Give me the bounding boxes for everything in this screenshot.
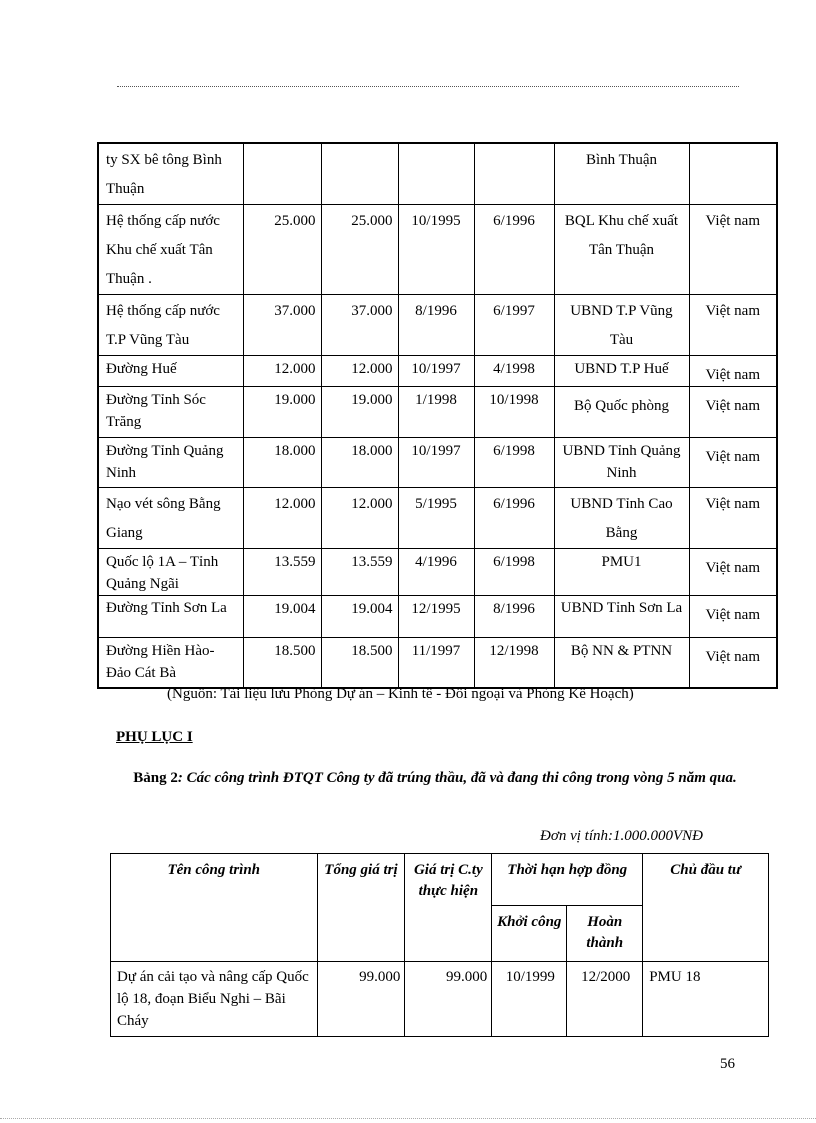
total-value: 19.000 [243,387,321,438]
table-row [98,549,777,596]
project-name: ty SX bê tông Bình Thuận [98,143,243,205]
project-name: Quốc lộ 1A – Tỉnh Quảng Ngãi [98,549,243,596]
company-value: 12.000 [321,488,398,549]
finish-date: 4/1998 [474,356,554,387]
total-value: 12.000 [243,356,321,387]
finish-date: 6/1998 [474,549,554,596]
owner: Bình Thuận [554,143,689,205]
page-number: 56 [720,1056,735,1072]
start-date: 10/1997 [398,356,474,387]
table-row [98,205,777,295]
country: Việt nam [689,356,777,387]
finish-date: 6/1996 [474,488,554,549]
table-row [98,295,777,356]
finish-date: 6/1998 [474,438,554,488]
total-value: 18.500 [243,638,321,688]
table-row [98,438,777,488]
owner: Bộ Quốc phòng [554,387,689,438]
project-name: Đường Tỉnh Sơn La [98,596,243,638]
project-name: Dự án cải tạo và nâng cấp Quốc lộ 18, đoạn Biểu Nghi – Bãi Cháy [111,962,318,1037]
country: Việt nam [689,549,777,596]
owner: BQL Khu chế xuất Tân Thuận [554,205,689,295]
project-name: Đường Tỉnh Quảng Ninh [98,438,243,488]
unit-note: Đơn vị tính:1.000.000VNĐ [540,828,703,844]
project-name: Đường Huế [98,356,243,387]
table-row [111,962,769,1037]
project-name: Hệ thống cấp nước T.P Vũng Tàu [98,295,243,356]
header-name: Tên công trình [111,854,318,962]
appendix-title: PHỤ LỤC I [116,729,193,745]
total-value: 25.000 [243,205,321,295]
table-row [98,143,777,205]
footer-rule [0,1118,816,1119]
table-caption [110,764,760,792]
total-value: 37.000 [243,295,321,356]
company-value: 99.000 [405,962,492,1037]
finish-date: 8/1996 [474,596,554,638]
header-period: Thời hạn hợp đồng [492,854,643,906]
start-date: 10/1995 [398,205,474,295]
owner: UBND T.P Vũng Tàu [554,295,689,356]
total-value [243,143,321,205]
caption-text: : Các công trình ĐTQT Công ty đã trúng thầu, đã và đang thi công trong vòng 5 năm qua. [177,770,737,786]
start-date: 8/1996 [398,295,474,356]
company-value: 25.000 [321,205,398,295]
country: Việt nam [689,295,777,356]
company-value: 19.000 [321,387,398,438]
contracts-table [110,853,769,1037]
owner: UBND Tỉnh Quảng Ninh [554,438,689,488]
finish-date: 12/1998 [474,638,554,688]
project-name: Hệ thống cấp nước Khu chế xuất Tân Thuận . [98,205,243,295]
project-name: Đường Tỉnh Sóc Trăng [98,387,243,438]
caption-label: Bảng 2 [133,770,178,786]
finish-date [474,143,554,205]
total-value: 19.004 [243,596,321,638]
company-value: 13.559 [321,549,398,596]
country: Việt nam [689,438,777,488]
owner: PMU 18 [643,962,769,1037]
company-value: 18.000 [321,438,398,488]
header-company: Giá trị C.ty thực hiện [405,854,492,962]
finish-date: 6/1996 [474,205,554,295]
start-date: 12/1995 [398,596,474,638]
country: Việt nam [689,638,777,688]
company-value: 37.000 [321,295,398,356]
company-value: 19.004 [321,596,398,638]
owner: PMU1 [554,549,689,596]
company-value: 18.500 [321,638,398,688]
start-date [398,143,474,205]
header-total: Tổng giá trị [317,854,405,962]
start-date: 4/1996 [398,549,474,596]
finish-date: 6/1997 [474,295,554,356]
finish-date: 12/2000 [567,962,643,1037]
table-row [98,488,777,549]
total-value: 99.000 [317,962,405,1037]
country: Việt nam [689,387,777,438]
header-owner: Chủ đầu tư [643,854,769,962]
total-value: 13.559 [243,549,321,596]
owner: UBND T.P Huế [554,356,689,387]
finish-date: 10/1998 [474,387,554,438]
country [689,143,777,205]
total-value: 18.000 [243,438,321,488]
header-finish: Hoàn thành [567,906,643,962]
owner: UBND Tỉnh Cao Bằng [554,488,689,549]
start-date: 11/1997 [398,638,474,688]
owner: Bộ NN & PTNN [554,638,689,688]
company-value: 12.000 [321,356,398,387]
table-row [98,638,777,688]
start-date: 1/1998 [398,387,474,438]
owner: UBND Tỉnh Sơn La [554,596,689,638]
country: Việt nam [689,596,777,638]
projects-table-continued [97,142,778,689]
total-value: 12.000 [243,488,321,549]
start-date: 10/1999 [492,962,567,1037]
start-date: 10/1997 [398,438,474,488]
project-name: Nạo vét sông Bằng Giang [98,488,243,549]
header-rule [117,86,739,87]
source-note: (Nguồn: Tài liệu lưu Phòng Dự án – Kinh tế - Đối ngoại và Phòng Kế Hoạch) [167,686,634,702]
table-row [98,387,777,438]
table-row [98,356,777,387]
country: Việt nam [689,205,777,295]
header-start: Khởi công [492,906,567,962]
project-name: Đường Hiền Hào-Đảo Cát Bà [98,638,243,688]
company-value [321,143,398,205]
table-row [98,596,777,638]
country: Việt nam [689,488,777,549]
start-date: 5/1995 [398,488,474,549]
